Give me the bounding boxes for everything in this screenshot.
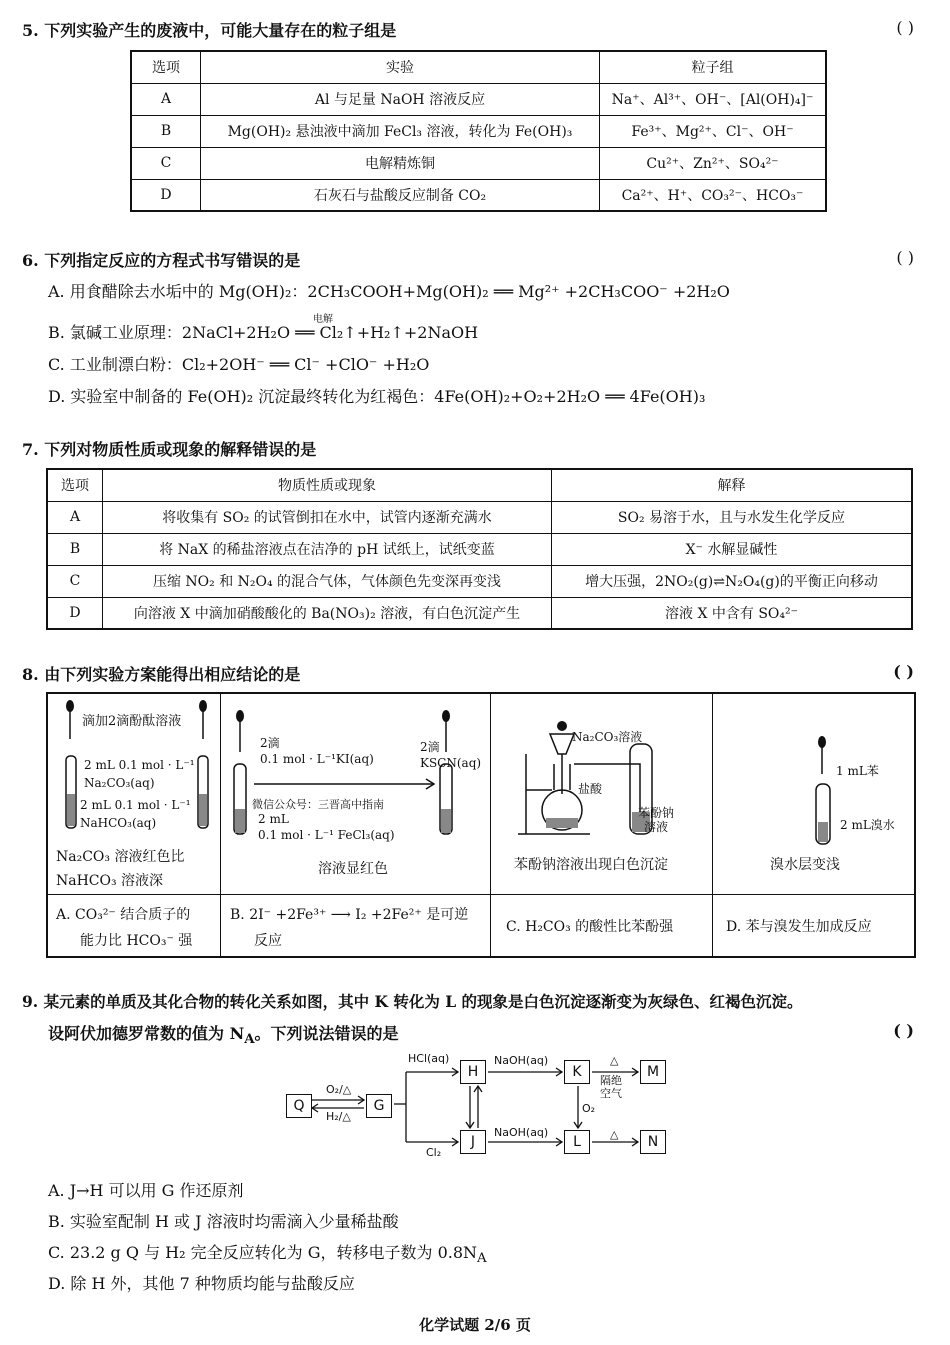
q7-row-a-explanation: SO₂ 易溶于水，且与水发生化学反应: [552, 501, 913, 533]
q8-d-label-2: 2 mL溴水: [840, 818, 895, 832]
q9-node-l: L: [564, 1130, 590, 1154]
q9-stem-text: 设阿伏加德罗常数的值为 N: [48, 1024, 245, 1043]
q7-header-option: 选项: [47, 469, 103, 501]
q9-node-j: J: [460, 1130, 486, 1154]
q5-row-a-option: A: [131, 83, 201, 115]
q9-stem-tail: 。下列说法错误的是: [254, 1024, 399, 1043]
q5-row-a-experiment: Al 与足量 NaOH 溶液反应: [201, 83, 600, 115]
q9-option-a: A. J→H 可以用 G 作还原剂: [48, 1181, 244, 1200]
q7-row-c-phenomenon: 压缩 NO₂ 和 N₂O₄ 的混合气体，气体颜色先变深再变浅: [103, 565, 552, 597]
q5-table-header: [131, 51, 826, 83]
q8-b-label-4: KSCN(aq): [420, 756, 482, 770]
q9-option-c-subscript: A: [477, 1251, 487, 1267]
q8-answer-paren: ( ): [893, 662, 914, 681]
table-row: [47, 533, 912, 565]
q9-stem-line-2: [48, 1021, 399, 1047]
q5-row-b-option: B: [131, 115, 201, 147]
q8-b-label-1: 2滴: [260, 736, 280, 750]
table-row: [131, 115, 826, 147]
q6-answer-paren: ( ): [896, 248, 914, 267]
q8-row-divider: [48, 894, 914, 895]
q8-c-label-3: 苯酚钠: [638, 806, 675, 820]
q5-header-particles: 粒子组: [600, 51, 827, 83]
q6-option-c: C. 工业制漂白粉：Cl₂+2OH⁻ ══ Cl⁻ +ClO⁻ +H₂O: [48, 355, 430, 374]
q8-d-caption: 溴水层变浅: [770, 857, 840, 873]
q8-a-label-1: 2 mL 0.1 mol · L⁻¹: [84, 758, 195, 772]
q9-label-hcl: HCl(aq): [408, 1052, 450, 1065]
table-row: [131, 179, 826, 211]
q8-a-caption-1: Na₂CO₃ 溶液红色比: [56, 849, 185, 865]
q9-option-c-text: C. 23.2 g Q 与 H₂ 完全反应转化为 G，转移电子数为 0.8N: [48, 1243, 478, 1262]
q9-label-o2-heat: O₂/△: [326, 1083, 352, 1096]
q8-a-top-label: 滴加2滴酚酞溶液: [82, 714, 182, 729]
table-row: [47, 565, 912, 597]
q8-b-label-6: 0.1 mol · L⁻¹ FeCl₃(aq): [258, 828, 395, 842]
q9-label-isolate-1: 隔绝: [600, 1074, 622, 1087]
q7-row-c-option: C: [47, 565, 103, 597]
q9-label-naoh-1: NaOH(aq): [494, 1054, 549, 1067]
q8-c-caption: 苯酚钠溶液出现白色沉淀: [514, 857, 668, 873]
q9-answer-paren: ( ): [893, 1021, 914, 1040]
q8-experiment-panel: [46, 692, 916, 958]
q8-b-label-2: 0.1 mol · L⁻¹KI(aq): [260, 752, 374, 766]
q8-b-watermark: 微信公众号：三晋高中指南: [252, 798, 384, 811]
q9-label-isolate-2: 空气: [600, 1087, 622, 1100]
q5-answer-paren: ( ): [896, 18, 914, 37]
q9-label-heat-2: △: [610, 1128, 619, 1141]
q9-node-h: H: [460, 1060, 486, 1084]
q8-d-label-1: 1 mL苯: [836, 764, 879, 778]
q8-a-caption-2: NaHCO₃ 溶液深: [56, 873, 164, 889]
q8-b-label-3: 2滴: [420, 740, 440, 754]
q7-row-d-option: D: [47, 597, 103, 629]
q8-option-b-line-2: 反应: [254, 933, 282, 949]
q5-row-a-particles: Na⁺、Al³⁺、OH⁻、[Al(OH)₄]⁻: [600, 83, 827, 115]
q8-a-label-4: NaHCO₃(aq): [80, 816, 157, 830]
q8-option-a-line-2: 能力比 HCO₃⁻ 强: [80, 933, 193, 949]
q8-a-label-3: 2 mL 0.1 mol · L⁻¹: [80, 798, 191, 812]
q8-b-label-5: 2 mL: [258, 812, 289, 826]
table-row: [47, 501, 912, 533]
q5-row-c-option: C: [131, 147, 201, 179]
q5-row-d-option: D: [131, 179, 201, 211]
q5-row-b-particles: Fe³⁺、Mg²⁺、Cl⁻、OH⁻: [600, 115, 827, 147]
q9-label-cl2: Cl₂: [426, 1146, 442, 1159]
q9-label-o2: O₂: [582, 1102, 596, 1115]
q9-stem-subscript: A: [244, 1031, 255, 1048]
q9-option-b: B. 实验室配制 H 或 J 溶液时均需滴入少量稀盐酸: [48, 1212, 399, 1231]
q8-option-a-line-1: A. CO₃²⁻ 结合质子的: [56, 907, 191, 923]
q9-node-m: M: [640, 1060, 666, 1084]
q8-c-label-2: 盐酸: [578, 782, 603, 796]
q8-b-caption: 溶液显红色: [318, 861, 388, 877]
q5-header-experiment: 实验: [201, 51, 600, 83]
q8-option-d: D. 苯与溴发生加成反应: [726, 919, 872, 935]
q5-stem: 5. 下列实验产生的废液中，可能大量存在的粒子组是: [22, 21, 397, 40]
q9-option-c: [48, 1240, 487, 1266]
q9-conversion-diagram-arrows: [280, 1050, 700, 1165]
q7-header-explanation: 解释: [552, 469, 913, 501]
q8-option-c: C. H₂CO₃ 的酸性比苯酚强: [506, 919, 674, 935]
q5-row-d-experiment: 石灰石与盐酸反应制备 CO₂: [201, 179, 600, 211]
q6-electrolysis-condition: 电解: [313, 314, 333, 325]
q9-node-n: N: [640, 1130, 666, 1154]
q6-option-a: A. 用食醋除去水垢中的 Mg(OH)₂：2CH₃COOH+Mg(OH)₂ ══ Mg²⁺ +2CH₃COO⁻ +2H₂O: [48, 282, 730, 301]
q7-table: [46, 468, 913, 630]
q5-header-option: 选项: [131, 51, 201, 83]
q7-row-a-option: A: [47, 501, 103, 533]
q5-row-c-particles: Cu²⁺、Zn²⁺、SO₄²⁻: [600, 147, 827, 179]
q8-a-label-2: Na₂CO₃(aq): [84, 776, 155, 790]
q9-node-q: Q: [286, 1094, 312, 1118]
q9-option-d: D. 除 H 外，其他 7 种物质均能与盐酸反应: [48, 1274, 355, 1293]
table-row: [47, 597, 912, 629]
q9-node-k: K: [564, 1060, 590, 1084]
q7-row-b-phenomenon: 将 NaX 的稀盐溶液点在洁净的 pH 试纸上，试纸变蓝: [103, 533, 552, 565]
q8-c-label-1: Na₂CO₃溶液: [572, 730, 643, 744]
q8-stem: 8. 由下列实验方案能得出相应结论的是: [22, 665, 301, 684]
q5-row-d-particles: Ca²⁺、H⁺、CO₃²⁻、HCO₃⁻: [600, 179, 827, 211]
q9-label-naoh-2: NaOH(aq): [494, 1126, 549, 1139]
q7-table-header: [47, 469, 912, 501]
q7-row-a-phenomenon: 将收集有 SO₂ 的试管倒扣在水中，试管内逐渐充满水: [103, 501, 552, 533]
q7-header-phenomenon: 物质性质或现象: [103, 469, 552, 501]
q7-row-b-option: B: [47, 533, 103, 565]
q7-row-d-explanation: 溶液 X 中含有 SO₄²⁻: [552, 597, 913, 629]
q7-row-b-explanation: X⁻ 水解显碱性: [552, 533, 913, 565]
q5-row-c-experiment: 电解精炼铜: [201, 147, 600, 179]
q8-option-b-line-1: B. 2I⁻ +2Fe³⁺ ⟶ I₂ +2Fe²⁺ 是可逆: [230, 907, 469, 923]
q7-row-d-phenomenon: 向溶液 X 中滴加硝酸酸化的 Ba(NO₃)₂ 溶液，有白色沉淀产生: [103, 597, 552, 629]
q6-option-b: B. 氯碱工业原理：2NaCl+2H₂O ══ Cl₂↑+H₂↑+2NaOH: [48, 323, 479, 342]
q6-stem: 6. 下列指定反应的方程式书写错误的是: [22, 251, 301, 270]
q8-c-label-4: 溶液: [644, 820, 669, 834]
q9-stem-line-1: 9. 某元素的单质及其化合物的转化关系如图，其中 K 转化为 L 的现象是白色沉淀逐渐变为灰绿色、红褐色沉淀。: [22, 992, 803, 1011]
q7-stem: 7. 下列对物质性质或现象的解释错误的是: [22, 440, 317, 459]
q9-node-g: G: [366, 1094, 392, 1118]
q5-row-b-experiment: Mg(OH)₂ 悬浊液中滴加 FeCl₃ 溶液，转化为 Fe(OH)₃: [201, 115, 600, 147]
q9-label-heat-1: △: [610, 1054, 619, 1067]
q5-table: [130, 50, 827, 212]
q6-option-d: D. 实验室中制备的 Fe(OH)₂ 沉淀最终转化为红褐色：4Fe(OH)₂+O₂+2H₂O ══ 4Fe(OH)₃: [48, 387, 706, 406]
q7-row-c-explanation: 增大压强，2NO₂(g)⇌N₂O₄(g)的平衡正向移动: [552, 565, 913, 597]
q9-label-h2-heat: H₂/△: [326, 1110, 351, 1123]
page-footer: 化学试题 2/6 页: [419, 1316, 531, 1334]
table-row: [131, 147, 826, 179]
table-row: [131, 83, 826, 115]
